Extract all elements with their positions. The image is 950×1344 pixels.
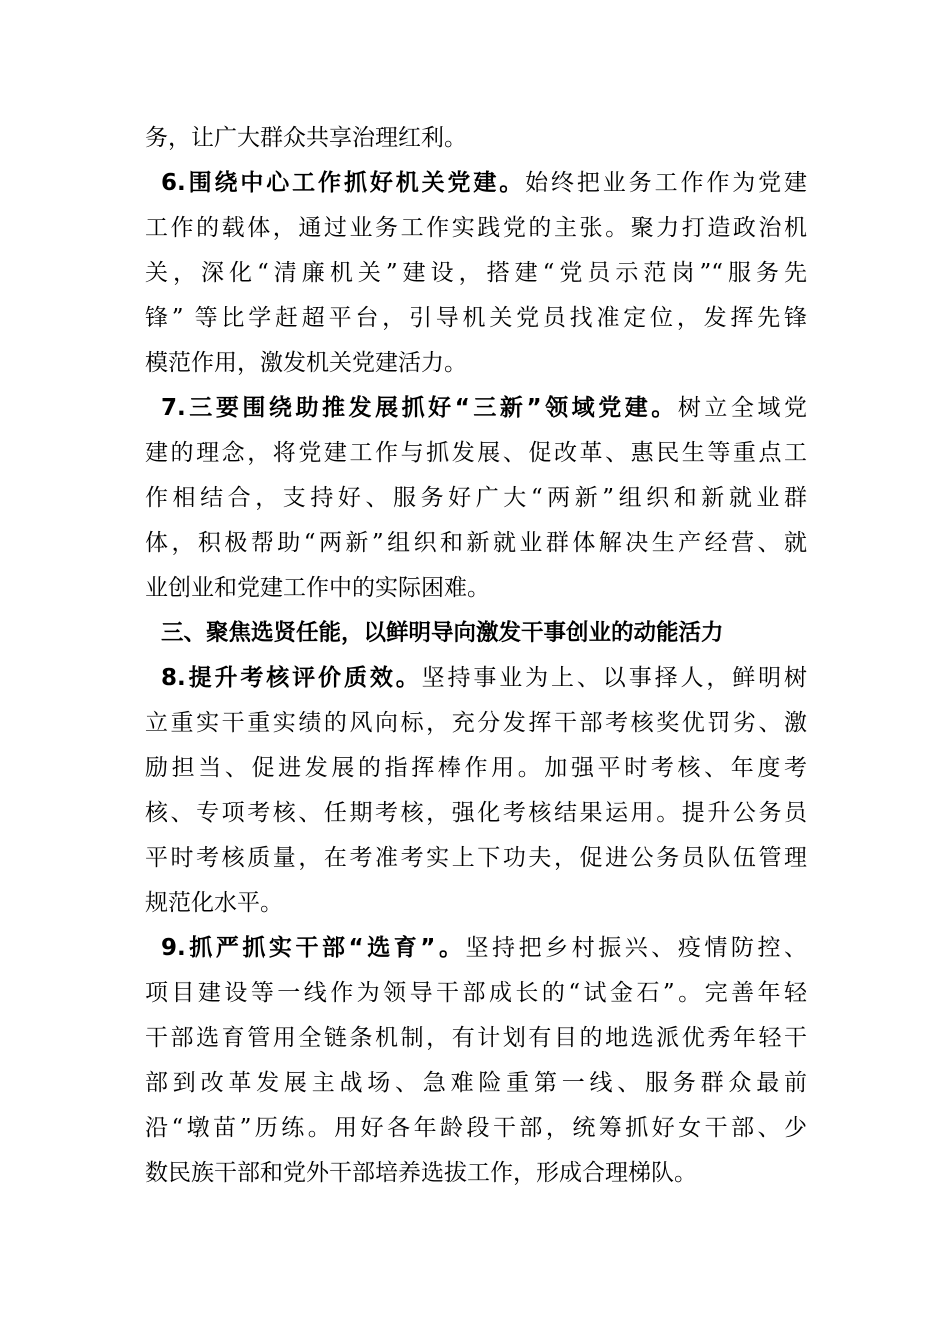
paragraph-line: 部到改革发展主战场、急难险重第一线、服务群众最前 <box>145 1070 807 1096</box>
section-title: 三、聚焦选贤任能，以鲜明导向激发干事创业的动能活力 <box>161 620 724 646</box>
paragraph-line: 项目建设等一线作为领导干部成长的“试金石”。完善年轻 <box>145 980 807 1006</box>
paragraph-heading-line <box>145 161 807 206</box>
paragraph-line: 业创业和党建工作中的实际困难。 <box>145 575 490 601</box>
paragraph-text: 坚持事业为上、以事择人，鲜明树 <box>421 665 808 691</box>
paragraph-line: 干部选育管用全链条机制，有计划有目的地选派优秀年轻干 <box>145 1025 807 1051</box>
paragraph-line: 平时考核质量，在考准考实上下功夫，促进公务员队伍管理 <box>145 845 807 871</box>
paragraph-line: 关，深化“清廉机关”建设，搭建“党员示范岗”“服务先 <box>145 260 807 286</box>
paragraph-line: 务，让广大群众共享治理红利。 <box>145 125 467 151</box>
paragraph-line: 核、专项考核、任期考核，强化考核结果运用。提升公务员 <box>145 800 807 826</box>
paragraph-text: 坚持把乡村振兴、疫情防控、 <box>465 935 807 961</box>
paragraph-line: 作相结合，支持好、服务好广大“两新”组织和新就业群 <box>145 485 807 511</box>
paragraph-heading-line <box>145 386 807 431</box>
paragraph-line: 锋” 等比学赶超平台，引导机关党员找准定位，发挥先锋 <box>145 305 807 331</box>
paragraph-text: 树立全域党 <box>677 395 807 421</box>
paragraph-line: 工作的载体，通过业务工作实践党的主张。聚力打造政治机 <box>145 215 807 241</box>
paragraph-line: 数民族干部和党外干部培养选拔工作，形成合理梯队。 <box>145 1160 697 1186</box>
paragraph-line: 体，积极帮助“两新”组织和新就业群体解决生产经营、就 <box>145 530 807 556</box>
paragraph-heading: 9.抓严抓实干部“选育”。 <box>161 935 466 961</box>
document-body <box>145 116 807 1196</box>
paragraph-heading: 7.三要围绕助推发展抓好“三新”领域党建。 <box>161 395 678 421</box>
paragraph-heading: 8.提升考核评价质效。 <box>161 665 422 691</box>
paragraph-heading: 6.围绕中心工作抓好机关党建。 <box>161 170 526 196</box>
paragraph-line: 建的理念，将党建工作与抓发展、促改革、惠民生等重点工 <box>145 440 807 466</box>
paragraph-heading-line <box>145 926 807 971</box>
paragraph-line: 励担当、促进发展的指挥棒作用。加强平时考核、年度考 <box>145 755 807 781</box>
paragraph-heading-line <box>145 656 807 701</box>
paragraph-line: 规范化水平。 <box>145 890 283 916</box>
paragraph-text: 始终把业务工作作为党建 <box>525 170 807 196</box>
paragraph-line: 模范作用，激发机关党建活力。 <box>145 350 467 376</box>
paragraph-line: 沿“墩苗”历练。用好各年龄段干部，统筹抓好女干部、少 <box>145 1115 807 1141</box>
paragraph-line: 立重实干重实绩的风向标，充分发挥干部考核奖优罚劣、激 <box>145 710 807 736</box>
